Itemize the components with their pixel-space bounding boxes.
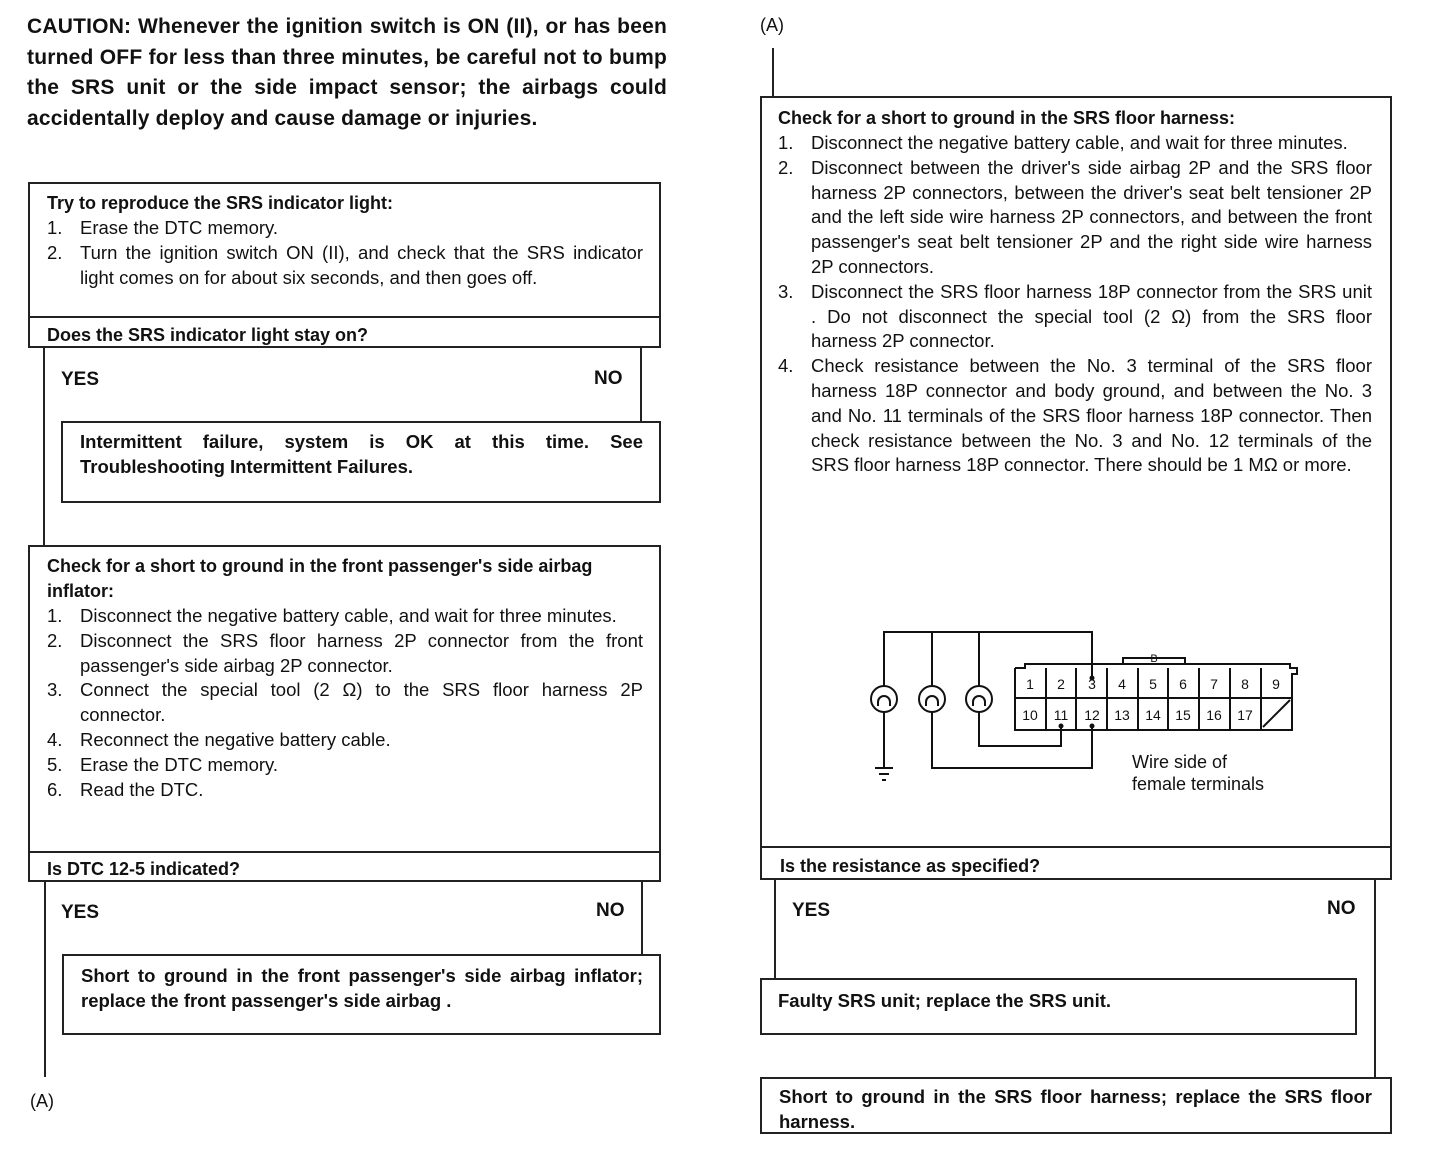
no-label: NO	[594, 368, 623, 389]
terminal-5: 5	[1149, 676, 1157, 692]
terminal-7: 7	[1210, 676, 1218, 692]
list-item: 2. Disconnect the SRS floor harness 2P connector from the front passenger's side airbag 2P connector.	[47, 629, 643, 676]
reproduce-step-title: Try to reproduce the SRS indicator light:	[47, 193, 394, 213]
floor-harness-list	[778, 131, 1372, 478]
terminal-15: 15	[1175, 707, 1191, 723]
terminal-3: 3	[1088, 676, 1096, 692]
lock-label: B	[1150, 653, 1158, 665]
result-box-faulty-unit: Faulty SRS unit; replace the SRS unit.	[760, 978, 1357, 1035]
reproduce-step-list	[47, 216, 643, 290]
yes-branch-line	[43, 347, 45, 547]
terminal-13: 13	[1114, 707, 1130, 723]
connector-caption: Wire side of female terminals	[1132, 752, 1265, 794]
terminal-12: 12	[1084, 707, 1100, 723]
passenger-check-title: Check for a short to ground in the front passenger's side airbag inflator:	[47, 556, 593, 601]
yes-label-r: YES	[792, 900, 831, 921]
list-item: 3. Connect the special tool (2 Ω) to the SRS floor harness 2P connector.	[47, 679, 643, 726]
no-branch-line-r	[1374, 879, 1376, 1079]
result-box-passenger-airbag: Short to ground in the front passenger's side airbag inflator; replace the front passenger's side airbag .	[62, 954, 661, 1035]
list-item: 5. Erase the DTC memory.	[47, 753, 279, 775]
list-item: 4. Reconnect the negative battery cable.	[47, 728, 391, 750]
no-branch-line	[640, 347, 642, 423]
terminal-1: 1	[1026, 676, 1034, 692]
list-item: 3. Disconnect the SRS floor harness 18P connector from the SRS unit . Do not disconnect the special tool (2 Ω) from the SRS floor harness 2P connector.	[778, 280, 1372, 352]
terminal-8: 8	[1241, 676, 1249, 692]
yes-branch-line-2	[44, 881, 46, 1077]
result-box-floor-harness: Short to ground in the SRS floor harness; replace the SRS floor harness.	[760, 1077, 1392, 1134]
no-label-2: NO	[596, 900, 625, 921]
no-label-r: NO	[1327, 898, 1356, 919]
list-item: 1. Erase the DTC memory.	[47, 217, 279, 238]
terminal-14: 14	[1145, 707, 1161, 723]
terminal-16: 16	[1206, 707, 1222, 723]
caution-text: CAUTION: Whenever the ignition switch is ON (II), or has been turned OFF for less than three minutes, be careful not to bump the SRS unit or the side impact sensor; the airbags could accidentally deploy and cause damage or injuries.	[27, 15, 667, 130]
question-box-resistance: Is the resistance as specified?	[760, 846, 1392, 880]
no-branch-line-2	[641, 881, 643, 955]
result-box-intermittent: Intermittent failure, system is OK at this time. See Troubleshooting Intermittent Failures.	[61, 421, 661, 503]
terminal-11: 11	[1053, 707, 1069, 723]
yes-label-2: YES	[61, 902, 100, 923]
list-item: 2. Turn the ignition switch ON (II), and check that the SRS indicator light comes on for about six seconds, and then goes off.	[47, 241, 643, 288]
entry-line	[772, 48, 774, 98]
continue-ref-label: (A)	[30, 1091, 54, 1111]
ohmmeter-icon	[871, 686, 897, 712]
reproduce-step-box	[28, 182, 661, 318]
continue-ref-label-top: (A)	[760, 15, 784, 35]
floor-harness-title: Check for a short to ground in the SRS floor harness:	[778, 108, 1236, 128]
yes-label: YES	[61, 369, 100, 390]
terminal-10: 10	[1022, 707, 1038, 723]
ohmmeter-icon	[919, 686, 945, 712]
terminal-4: 4	[1118, 676, 1126, 692]
yes-branch-line-r	[774, 879, 776, 980]
list-item: 1. Disconnect the negative battery cable, and wait for three minutes.	[47, 605, 617, 626]
question-box-dtc: Is DTC 12-5 indicated?	[28, 851, 661, 882]
passenger-check-list	[47, 604, 643, 802]
terminal-2: 2	[1057, 676, 1065, 692]
question-box-indicator: Does the SRS indicator light stay on?	[28, 316, 661, 348]
ground-icon	[875, 768, 893, 780]
ohmmeter-icon	[966, 686, 992, 712]
terminal-9: 9	[1272, 676, 1280, 692]
list-item: 1. Disconnect the negative battery cable, and wait for three minutes.	[778, 132, 1348, 153]
list-item: 4. Check resistance between the No. 3 terminal of the SRS floor harness 18P connector and body ground, and between the No. 3 and No. 11 terminals of the SRS floor harness 18P connector. Then check resistance between the No. 3 and No. 12 terminals of the SRS floor harness 18P connector. There should be 1 MΩ or more.	[778, 355, 1372, 476]
list-item: 2. Disconnect between the driver's side airbag 2P and the SRS floor harness 2P connectors, between the driver's seat belt tensioner 2P and the left side wire harness 2P connectors, and between the front passenger's seat belt tensioner 2P and the right side wire harness 2P connectors.	[778, 156, 1372, 277]
list-item: 6. Read the DTC.	[47, 778, 204, 800]
terminal-6: 6	[1179, 676, 1187, 692]
passenger-inflator-check-box	[28, 545, 661, 853]
terminal-17: 17	[1237, 707, 1253, 723]
